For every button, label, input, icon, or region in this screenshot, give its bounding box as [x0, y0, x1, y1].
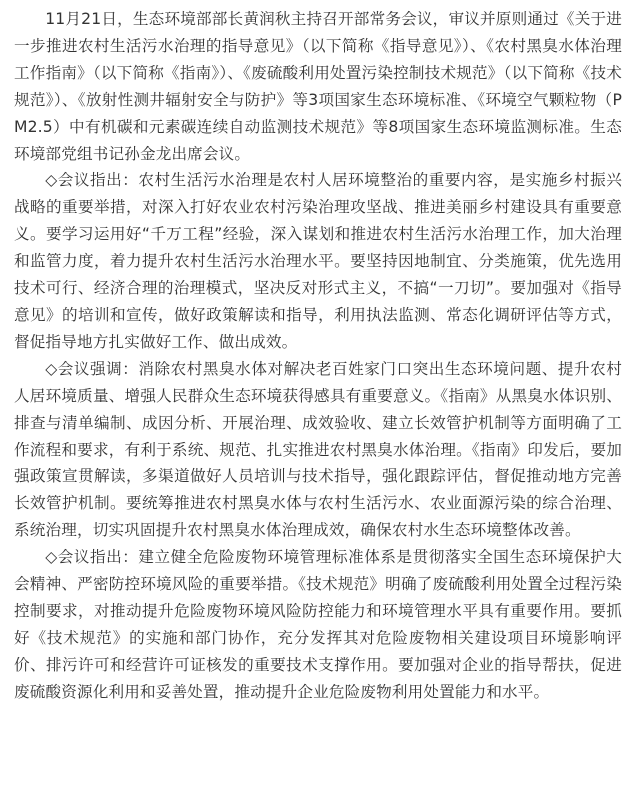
paragraph-black-odorous-water: ◇会议强调：消除农村黑臭水体对解决老百姓家门口突出生态环境问题、提升农村人居环境质量、增强人民群众生态环境获得感具有重要意义。《指南》从黑臭水体识别、排查与清单编制、成因分析、开展治理、成效验收、建立长效管护机制等方面明确了工作流程和要求，有利于系统、规范、扎实推进农村黑臭水体治理。《指南》印发后，要加强政策宣贯解读，多渠道做好人员培训与技术指导，强化跟踪评估，督促推动地方完善长效管护机制。要统筹推进农村黑臭水体与农村生活污水、农业面源污染的综合治理、系统治理，切实巩固提升农村黑臭水体治理成效，确保农村水生态环境整体改善。 [14, 359, 622, 540]
paragraph-rural-sewage: ◇会议指出：农村生活污水治理是农村人居环境整治的重要内容，是实施乡村振兴战略的重要举措，对深入打好农业农村污染治理攻坚战、推进美丽乡村建设具有重要意义。要学习运用好“千万工程”经验，深入谋划和推进农村生活污水治理工作，加大治理和监管力度，着力提升农村生活污水治理水平。要坚持因地制宜、分类施策，优先选用技术可行、经济合理的治理模式，坚决反对形式主义，不搞“一刀切”。要加强对《指导意见》的培训和宣传，做好政策解读和指导，利用执法监测、常态化调研评估等方式，督促指导地方扎实做好工作、做出成效。 [14, 171, 622, 351]
paragraph-meeting-summary: 11月21日，生态环境部部长黄润秋主持召开部常务会议，审议并原则通过《关于进一步推进农村生活污水治理的指导意见》（以下简称《指导意见》）、《农村黑臭水体治理工作指南》（以下简称《指南》）、《废硫酸利用处置污染控制技术规范》（以下简称《技术规范》）、《放射性测井辐射安全与防护》等3项国家生态环境标准、《环境空气颗粒物（PM2.5）中有机碳和元素碳连续自动监测技术规范》等8项国家生态环境监测标准。生态环境部党组书记孙金龙出席会议。 [14, 10, 622, 163]
paragraph-hazardous-waste: ◇会议指出：建立健全危险废物环境管理标准体系是贯彻落实全国生态环境保护大会精神、严密防控环境风险的重要举措。《技术规范》明确了废硫酸利用处置全过程污染控制要求，对推动提升危险废物环境风险防控能力和环境管理水平具有重要作用。要抓好《技术规范》的实施和部门协作，充分发挥其对危险废物相关建设项目环境影响评价、排污许可和经营许可证核发的重要技术支撑作用。要加强对企业的指导帮扶，促进废硫酸资源化利用和妥善处置，推动提升企业危险废物利用处置能力和水平。 [14, 548, 622, 701]
